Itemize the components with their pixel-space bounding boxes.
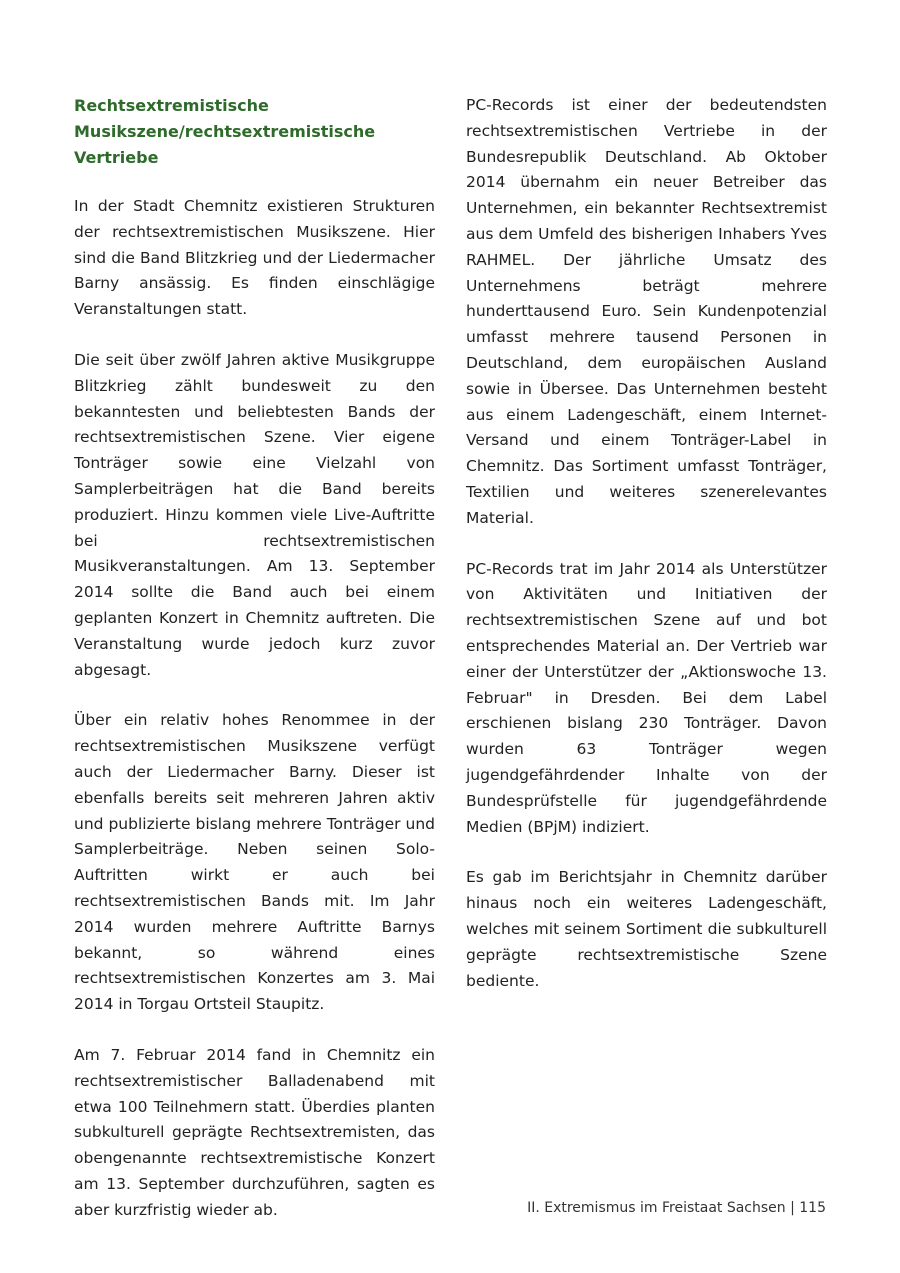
right-column xyxy=(466,93,827,1019)
section-heading: Rechtsextremistische Musikszene/rechtsextremistische Vertriebe xyxy=(74,96,376,167)
paragraph-blitzkrieg: Die seit über zwölf Jahren aktive Musikgruppe Blitzkrieg zählt bundesweit zu den bekanntesten und beliebtesten Bands der rechtsextremistischen Szene. Vier eigene Tonträger sowie eine Vielzahl von Samplerbeiträgen hat die Band bereits produziert. Hinzu kommen viele Live-Auftritte bei rechtsextremistischen Musikveranstaltungen. Am 13. September 2014 sollte die Band auch bei einem geplanten Konzert in Chemnitz auftreten. Die Veranstaltung wurde jedoch kurz zuvor abgesagt. xyxy=(74,350,435,679)
left-column xyxy=(74,93,435,1248)
page-footer: II. Extremismus im Freistaat Sachsen | 115 xyxy=(527,1200,826,1216)
paragraph-balladenabend: Am 7. Februar 2014 fand in Chemnitz ein rechtsextremistischer Balladenabend mit etwa 100 Teilnehmern statt. Überdies planten subkulturell geprägte Rechtsextremisten, das obengenannte rechtsextremistische Konzert am 13. September durchzuführen, sagten es aber kurzfristig wieder ab. xyxy=(74,1045,435,1219)
paragraph-barny: Über ein relativ hohes Renommee in der rechtsextremistischen Musikszene verfügt auch der Liedermacher Barny. Dieser ist ebenfalls bereits seit mehreren Jahren aktiv und publizierte bislang mehrere Tonträger und Samplerbeiträge. Neben seinen Solo-Auftritten wirkt er auch bei rechtsextremistischen Bands mit. Im Jahr 2014 wurden mehrere Auftritte Barnys bekannt, so während eines rechtsextremistischen Konzertes am 3. Mai 2014 in Torgau Ortsteil Staupitz. xyxy=(74,711,435,1014)
paragraph-pc-records-activities: PC-Records trat im Jahr 2014 als Unterstützer von Aktivitäten und Initiativen der rechtsextremistischen Szene auf und bot entsprechendes Material an. Der Vertrieb war einer der Unterstützer der „Aktionswoche 13. Februar" in Dresden. Bei dem Label erschienen bislang 230 Tonträger. Davon wurden 63 Tonträger wegen jugendgefährdender Inhalte von der Bundesprüfstelle für jugendgefährdende Medien (BPjM) indiziert. xyxy=(466,559,827,836)
paragraph-chemnitz-structures: In der Stadt Chemnitz existieren Strukturen der rechtsextremistischen Musikszene. Hier sind die Band Blitzkrieg und der Liedermacher Barny ansässig. Es finden einschlägige Veranstaltungen statt. xyxy=(74,197,435,319)
paragraph-further-shop: Es gab im Berichtsjahr in Chemnitz darüber hinaus noch ein weiteres Ladengeschäft, welches mit seinem Sortiment die subkulturell geprägte rechtsextremistische Szene bediente. xyxy=(466,868,827,990)
paragraph-pc-records-overview: PC-Records ist einer der bedeutendsten rechtsextremistischen Vertriebe in der Bundesrepublik Deutschland. Ab Oktober 2014 übernahm ein neuer Betreiber das Unternehmen, ein bekannter Rechtsextremist aus dem Umfeld des bisherigen Inhabers Yves RAHMEL. Der jährliche Umsatz des Unternehmens beträgt mehrere hunderttausend Euro. Sein Kundenpotenzial umfasst mehrere tausend Personen in Deutschland, dem europäischen Ausland sowie in Übersee. Das Unternehmen besteht aus einem Ladengeschäft, einem Internet-Versand und einem Tonträger-Label in Chemnitz. Das Sortiment umfasst Tonträger, Textilien und weiteres szenerelevantes Material. xyxy=(466,96,827,527)
